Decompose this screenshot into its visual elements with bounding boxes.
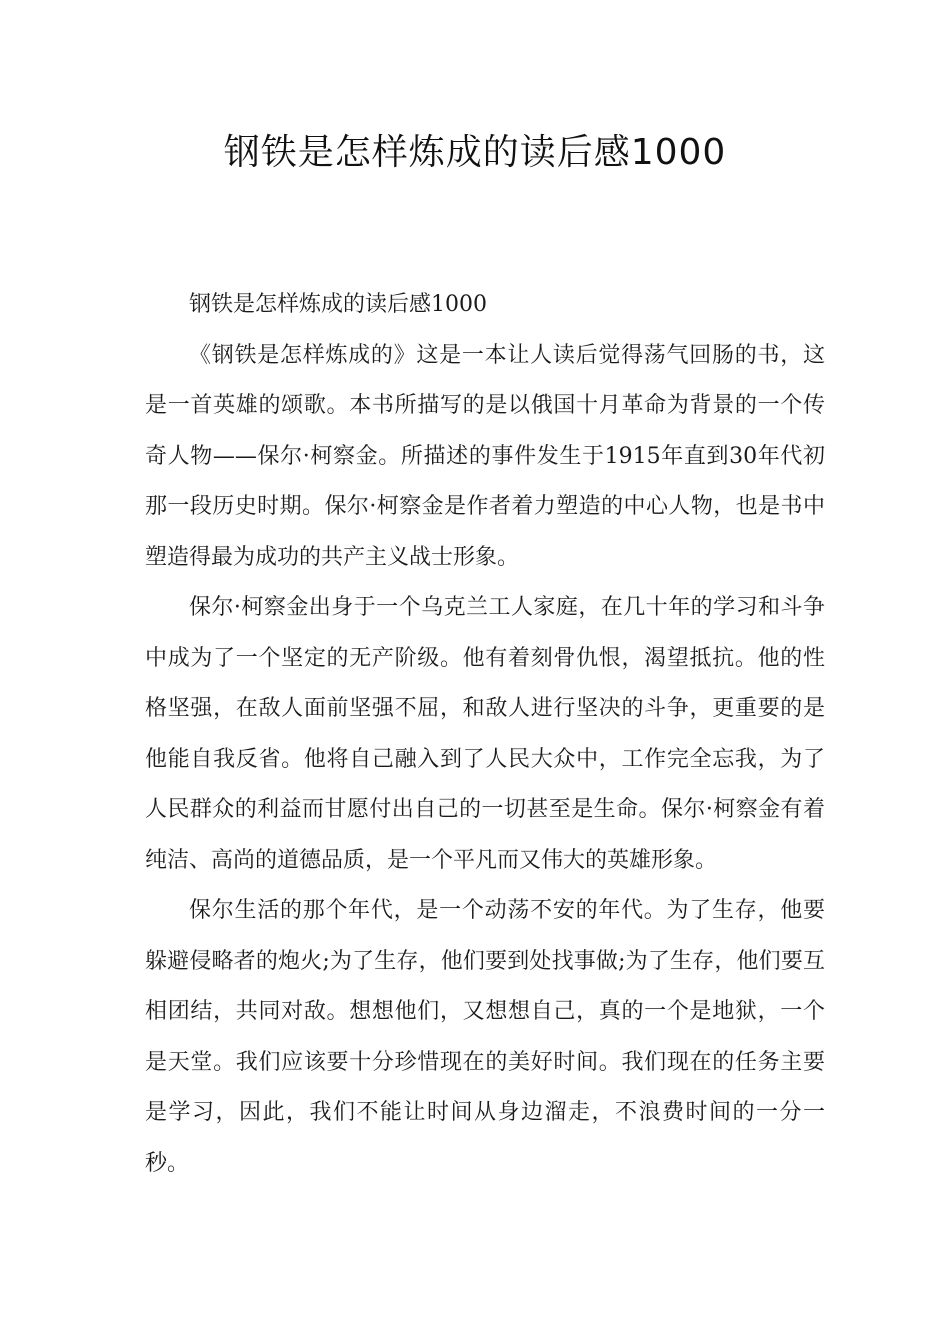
subtitle-paragraph: 钢铁是怎样炼成的读后感1000 <box>189 292 487 317</box>
body-paragraph: 保尔生活的那个年代，是一个动荡不安的年代。为了生存，他要躲避侵略者的炮火;为了生存，他们要到处找事做;为了生存，他们要互相团结，共同对敌。想想他们，又想想自己，真的一个是地狱，一个是天堂。我们应该要十分珍惜现在的美好时间。我们现在的任务主要是学习，因此，我们不能让时间从身边溜走，不浪费时间的一分一秒。 <box>145 898 825 1176</box>
body-paragraph: 保尔·柯察金出身于一个乌克兰工人家庭，在几十年的学习和斗争中成为了一个坚定的无产阶级。他有着刻骨仇恨，渴望抵抗。他的性格坚强，在敌人面前坚强不屈，和敌人进行坚决的斗争，更重要的是他能自我反省。他将自己融入到了人民大众中，工作完全忘我，为了人民群众的利益而甘愿付出自己的一切甚至是生命。保尔·柯察金有着纯洁、高尚的道德品质，是一个平凡而又伟大的英雄形象。 <box>145 595 825 873</box>
document-title: 钢铁是怎样炼成的读后感1000 <box>223 132 727 173</box>
document-body <box>145 280 825 1189</box>
body-paragraph: 《钢铁是怎样炼成的》这是一本让人读后觉得荡气回肠的书，这是一首英雄的颂歌。本书所描写的是以俄国十月革命为背景的一个传奇人物——保尔·柯察金。所描述的事件发生于1915年直到30年代初那一段历史时期。保尔·柯察金是作者着力塑造的中心人物，也是书中塑造得最为成功的共产主义战士形象。 <box>145 342 825 570</box>
